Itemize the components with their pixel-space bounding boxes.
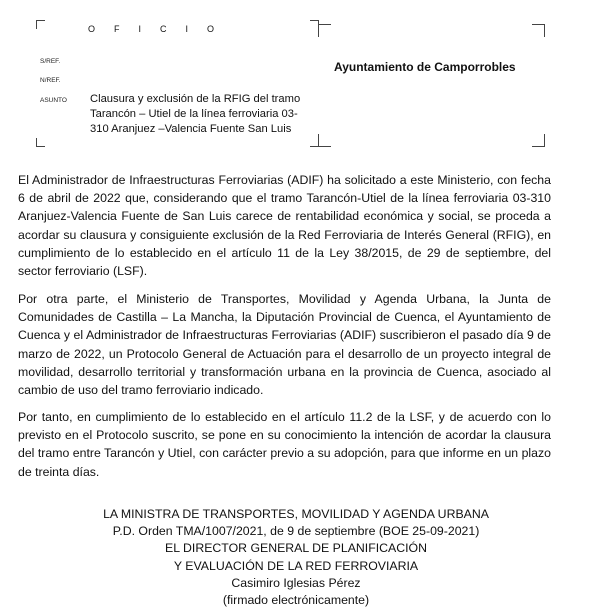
paragraph-3: Por tanto, en cumplimiento de lo establecido en el artículo 11.2 de la LSF, y de acuerdo con lo previsto en el Protocolo suscrito, se pone en su conocimiento la intención de acordar la clausura del tramo entre Tarancón y Utiel, con carácter previo a su adopción, para que informe en un plazo de treinta días.	[18, 410, 551, 479]
signature-line-3: EL DIRECTOR GENERAL DE PLANIFICACIÓN	[165, 541, 427, 556]
asunto-label: ASUNTO	[40, 97, 67, 104]
signature-block	[0, 506, 592, 609]
paragraph-1: El Administrador de Infraestructuras Ferroviarias (ADIF) ha solicitado a este Ministerio, con fecha 6 de abril de 2022 que, considerando que el tramo Tarancón-Utiel de la línea ferroviaria 03-310 Aranjuez-Valencia Fuente de San Luis carece de rentabilidad económica y social, se proceda a acordar su clausura y consiguiente exclusión de la Red Ferroviaria de Interés General (RFIG), en cumplimiento de lo establecido en el artículo 11 de la Ley 38/2015, de 29 de septiembre, del sector ferroviario (LSF).	[18, 173, 551, 279]
frame-corner-top-left	[318, 24, 331, 37]
document-type: OFICIO	[88, 24, 233, 34]
frame-corner-bottom-left	[318, 134, 331, 147]
frame-corner-top-right	[532, 24, 545, 37]
signature-note: (firmado electrónicamente)	[222, 593, 370, 608]
signature-line-4: Y EVALUACIÓN DE LA RED FERROVIARIA	[173, 558, 419, 573]
paragraph-2: Por otra parte, el Ministerio de Transportes, Movilidad y Agenda Urbana, la Junta de Comunidades de Castilla – La Mancha, la Diputación Provincial de Cuenca, el Ayuntamiento de Cuenca y el Administrador de Infraestructuras Ferroviarias (ADIF) suscribieron el pasado día 9 de marzo de 2022, un Protocolo General de Actuación para el desarrollo de un proyecto integral de movilidad, desarrollo territorial y transformación urbana en la provincia de Cuenca, asociado al cambio de uso del tramo ferroviario indicado.	[18, 292, 551, 398]
asunto-text: Clausura y exclusión de la RFIG del tramo Tarancón – Utiel de la línea ferroviaria 03-310 Aranjuez –Valencia Fuente San Luis	[90, 93, 301, 135]
recipient: Ayuntamiento de Camporrobles	[334, 60, 516, 74]
frame-corner-bottom-left	[36, 138, 45, 147]
frame-corner-top-left	[36, 20, 45, 29]
signature-line-1: LA MINISTRA DE TRANSPORTES, MOVILIDAD Y AGENDA URBANA	[103, 507, 489, 521]
nref-label: N/REF.	[40, 77, 61, 84]
frame-corner-bottom-right	[532, 134, 545, 147]
signature-line-2: P.D. Orden TMA/1007/2021, de 9 de septiembre (BOE 25-09-2021)	[112, 524, 480, 539]
signer-name: Casimiro Iglesias Pérez	[231, 575, 361, 590]
sref-label: S/REF.	[40, 58, 61, 65]
